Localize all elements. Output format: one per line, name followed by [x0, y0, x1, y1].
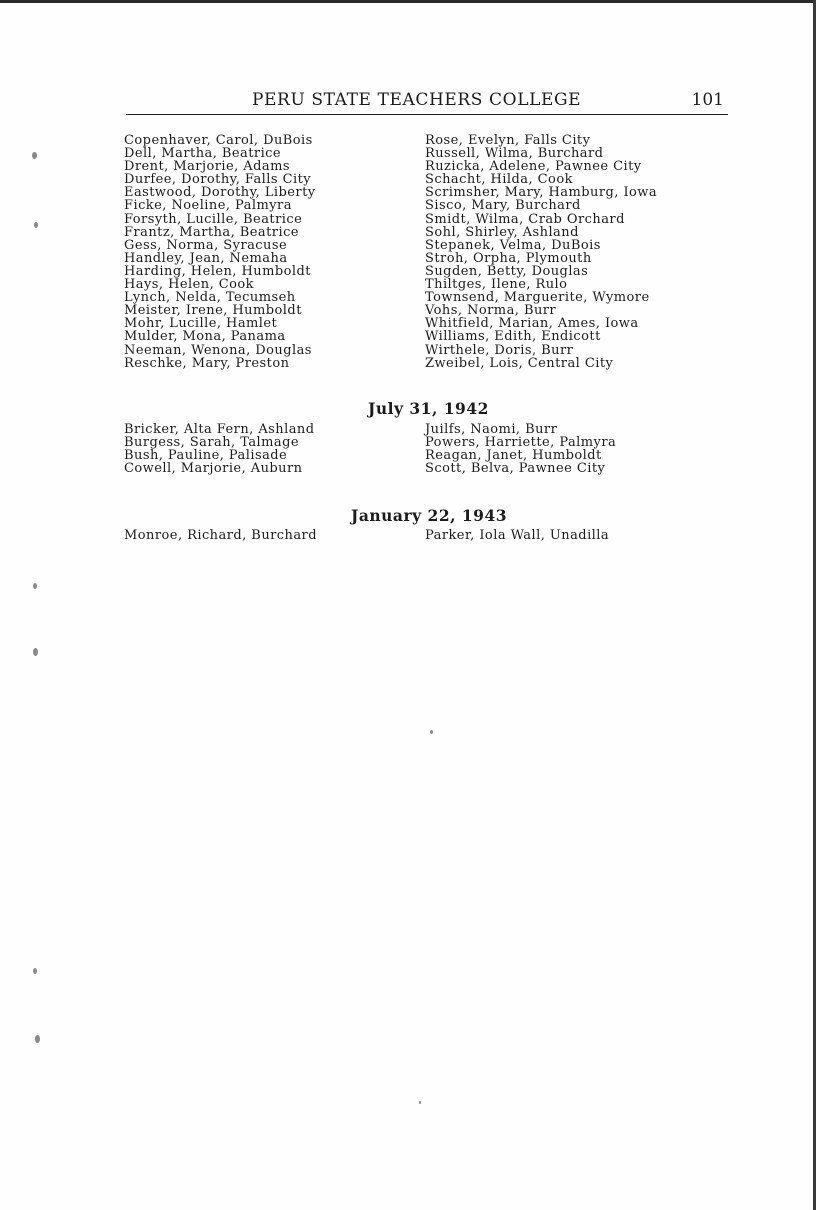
graduate-entry: Williams, Edith, Endicott: [425, 329, 601, 345]
january-list-left: [124, 529, 317, 542]
graduate-entry: Monroe, Richard, Burchard: [124, 528, 317, 543]
graduate-entry: Burgess, Sarah, Talmage: [124, 435, 300, 451]
graduate-entry: Smidt, Wilma, Crab Orchard: [425, 211, 625, 227]
graduate-entry: Frantz, Martha, Beatrice: [124, 224, 299, 240]
graduate-entry: Juilfs, Naomi, Burr: [425, 422, 558, 437]
graduate-entry: Stepanek, Velma, DuBois: [425, 237, 601, 253]
graduate-entry: Ficke, Noeline, Palmyra: [124, 198, 292, 214]
graduate-entry: Gess, Norma, Syracuse: [124, 237, 288, 253]
scan-speck: [33, 968, 37, 974]
july-list-right: [425, 423, 616, 475]
graduate-entry: Wirthele, Doris, Burr: [425, 342, 574, 358]
july-list-left: [124, 423, 315, 475]
scan-speck: [33, 648, 38, 656]
graduate-list-right: [425, 134, 657, 370]
graduate-entry: Zweibel, Lois, Central City: [425, 355, 614, 371]
scan-speck: [419, 1101, 421, 1104]
graduate-entry: Lynch, Nelda, Tecumseh: [124, 290, 296, 306]
graduate-list-left: [124, 134, 316, 370]
graduate-entry: Vohs, Norma, Burr: [425, 303, 557, 319]
graduate-entry: Reschke, Mary, Preston: [124, 355, 290, 371]
graduate-entry: Neeman, Wenona, Douglas: [124, 342, 312, 358]
graduate-entry: Schacht, Hilda, Cook: [425, 172, 573, 188]
graduate-entry: Scott, Belva, Pawnee City: [425, 461, 606, 477]
scan-speck: [33, 583, 37, 589]
section-heading-january-1943: January 22, 1943: [351, 506, 508, 525]
page-header: [126, 90, 728, 115]
graduate-entry: Copenhaver, Carol, DuBois: [124, 133, 313, 148]
graduate-entry: Cowell, Marjorie, Auburn: [124, 461, 303, 477]
graduate-entry: Drent, Marjorie, Adams: [124, 159, 291, 175]
graduate-entry: Russell, Wilma, Burchard: [425, 146, 604, 162]
graduate-entry: Thiltges, Ilene, Rulo: [425, 277, 568, 293]
graduate-entry: Forsyth, Lucille, Beatrice: [124, 211, 303, 227]
graduate-entry: Meister, Irene, Humboldt: [124, 303, 302, 319]
graduate-entry: Mulder, Mona, Panama: [124, 329, 286, 345]
graduate-entry: Whitfield, Marian, Ames, Iowa: [425, 316, 639, 332]
page-title: PERU STATE TEACHERS COLLEGE: [252, 90, 582, 110]
graduate-entry: Reagan, Janet, Humboldt: [425, 448, 602, 464]
graduate-entry: Bricker, Alta Fern, Ashland: [124, 422, 315, 437]
graduate-entry: Mohr, Lucille, Hamlet: [124, 316, 278, 332]
section-heading-july-1942: July 31, 1942: [368, 399, 489, 418]
page-top-edge: [0, 0, 816, 3]
graduate-entry: Harding, Helen, Humboldt: [124, 263, 311, 279]
graduate-entry: Ruzicka, Adelene, Pawnee City: [425, 159, 642, 175]
graduate-entry: Stroh, Orpha, Plymouth: [425, 250, 592, 266]
page-number: 101: [691, 90, 724, 110]
graduate-entry: Bush, Pauline, Palisade: [124, 448, 288, 464]
graduate-entry: Eastwood, Dorothy, Liberty: [124, 185, 316, 201]
graduate-entry: Dell, Martha, Beatrice: [124, 146, 282, 162]
graduate-entry: Sohl, Shirley, Ashland: [425, 224, 579, 240]
graduate-entry: Scrimsher, Mary, Hamburg, Iowa: [425, 185, 658, 201]
graduate-entry: Townsend, Marguerite, Wymore: [425, 290, 650, 306]
graduate-entry: Sisco, Mary, Burchard: [425, 198, 581, 214]
january-list-right: [425, 529, 609, 542]
graduate-entry: Powers, Harriette, Palmyra: [425, 435, 617, 451]
graduate-entry: Parker, Iola Wall, Unadilla: [425, 528, 610, 543]
scan-speck: [32, 152, 37, 159]
graduate-entry: Rose, Evelyn, Falls City: [425, 133, 591, 148]
graduate-entry: Hays, Helen, Cook: [124, 277, 255, 293]
graduate-entry: Durfee, Dorothy, Falls City: [124, 172, 312, 188]
graduate-entry: Handley, Jean, Nemaha: [124, 250, 288, 266]
scan-speck: [430, 730, 433, 734]
graduate-entry: Sugden, Betty, Douglas: [425, 263, 589, 279]
scan-speck: [35, 1035, 40, 1043]
scan-speck: [34, 222, 38, 228]
